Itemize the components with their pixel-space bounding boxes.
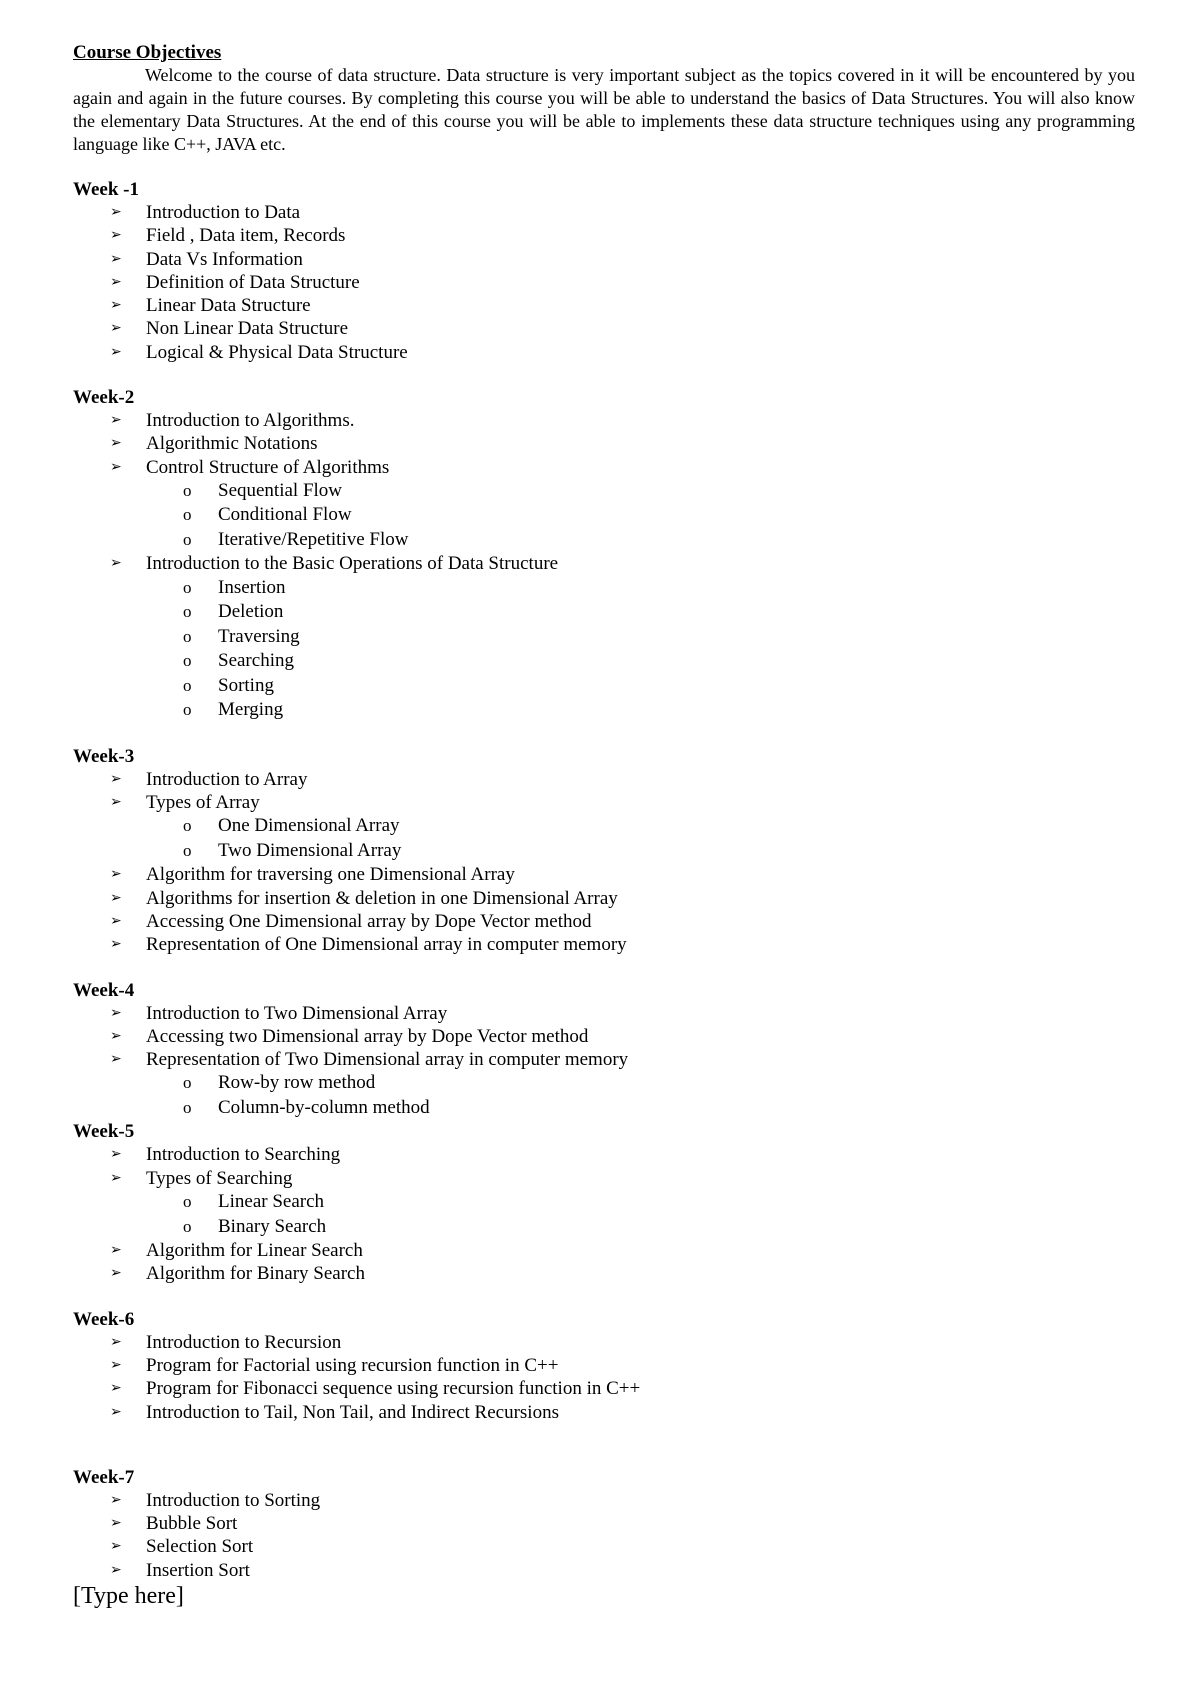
topic-label: Introduction to Array (146, 768, 308, 790)
subtopic-list (146, 576, 1135, 723)
topic-item (73, 1489, 1135, 1512)
subtopic-item (73, 576, 1135, 601)
arrow-bullet-icon: ➢ (110, 1538, 122, 1555)
subtopic-item (73, 839, 1135, 864)
arrow-bullet-icon: ➢ (110, 794, 122, 811)
subtopic-label: Searching (218, 650, 294, 672)
subtopic-item (73, 649, 1135, 674)
week-section (73, 979, 1135, 1121)
subtopic-label: Merging (218, 699, 284, 721)
topic-label: Linear Data Structure (146, 295, 311, 317)
topic-label: Algorithm for traversing one Dimensional Array (146, 864, 515, 886)
topic-list (73, 768, 1135, 957)
circle-bullet-icon: o (183, 840, 192, 860)
topic-item (73, 1002, 1135, 1025)
topic-item (73, 1331, 1135, 1354)
topic-label: Accessing One Dimensional array by Dope Vector method (146, 910, 592, 932)
topic-label: Data Vs Information (146, 248, 303, 270)
arrow-bullet-icon: ➢ (110, 458, 122, 475)
topic-label: Introduction to Searching (146, 1144, 341, 1166)
topic-list (73, 1143, 1135, 1285)
subtopic-label: Binary Search (218, 1215, 327, 1237)
topic-item (73, 1559, 1135, 1582)
topic-item (73, 294, 1135, 317)
subtopic-item (73, 479, 1135, 504)
arrow-bullet-icon: ➢ (110, 1242, 122, 1259)
arrow-bullet-icon: ➢ (110, 1356, 122, 1373)
arrow-bullet-icon: ➢ (110, 889, 122, 906)
topic-label: Control Structure of Algorithms (146, 456, 390, 478)
topic-label: Non Linear Data Structure (146, 318, 349, 340)
topic-label: Logical & Physical Data Structure (146, 341, 408, 363)
arrow-bullet-icon: ➢ (110, 320, 122, 337)
subtopic-item (73, 1215, 1135, 1240)
subtopic-item (73, 1190, 1135, 1215)
subtopic-label: Sorting (218, 674, 274, 696)
arrow-bullet-icon: ➢ (110, 1380, 122, 1397)
subtopic-label: Deletion (218, 601, 284, 623)
arrow-bullet-icon: ➢ (110, 936, 122, 953)
week-heading: Week-4 (73, 979, 135, 1001)
circle-bullet-icon: o (183, 1216, 192, 1236)
arrow-bullet-icon: ➢ (110, 273, 122, 290)
subtopic-label: Linear Search (218, 1191, 325, 1213)
subtopic-item (73, 1096, 1135, 1121)
topic-item (73, 341, 1135, 364)
topic-label: Field , Data item, Records (146, 225, 346, 247)
arrow-bullet-icon: ➢ (110, 770, 122, 787)
topic-item (73, 1167, 1135, 1239)
topic-item (73, 201, 1135, 224)
circle-bullet-icon: o (183, 1097, 192, 1117)
topic-item (73, 887, 1135, 910)
weeks-container (73, 178, 1135, 1582)
arrow-bullet-icon: ➢ (110, 1515, 122, 1532)
topic-label: Introduction to the Basic Operations of Data Structure (146, 553, 559, 575)
subtopic-item (73, 1071, 1135, 1096)
document-page (73, 41, 1135, 1582)
topic-label: Program for Fibonacci sequence using recursion function in C++ (146, 1378, 641, 1400)
subtopic-item (73, 814, 1135, 839)
topic-label: Introduction to Two Dimensional Array (146, 1002, 448, 1024)
topic-item (73, 224, 1135, 247)
subtopic-label: Two Dimensional Array (218, 839, 402, 861)
circle-bullet-icon: o (183, 651, 192, 671)
course-objectives-heading: Course Objectives (73, 42, 222, 63)
topic-label: Representation of Two Dimensional array in computer memory (146, 1049, 629, 1071)
circle-bullet-icon: o (183, 577, 192, 597)
topic-item (73, 1143, 1135, 1166)
topic-item (73, 1239, 1135, 1262)
arrow-bullet-icon: ➢ (110, 1051, 122, 1068)
arrow-bullet-icon: ➢ (110, 435, 122, 452)
topic-item (73, 1401, 1135, 1424)
topic-label: Introduction to Sorting (146, 1489, 321, 1511)
arrow-bullet-icon: ➢ (110, 1169, 122, 1186)
circle-bullet-icon: o (183, 700, 192, 720)
circle-bullet-icon: o (183, 1192, 192, 1212)
topic-item (73, 432, 1135, 455)
subtopic-item (73, 503, 1135, 528)
topic-item (73, 768, 1135, 791)
subtopic-list (146, 479, 1135, 553)
arrow-bullet-icon: ➢ (110, 1333, 122, 1350)
arrow-bullet-icon: ➢ (110, 343, 122, 360)
topic-item (73, 1025, 1135, 1048)
arrow-bullet-icon: ➢ (110, 1265, 122, 1282)
arrow-bullet-icon: ➢ (110, 412, 122, 429)
topic-item (73, 409, 1135, 432)
arrow-bullet-icon: ➢ (110, 227, 122, 244)
subtopic-item (73, 528, 1135, 553)
circle-bullet-icon: o (183, 1073, 192, 1093)
subtopic-label: Traversing (218, 625, 300, 647)
topic-label: Selection Sort (146, 1536, 254, 1558)
subtopic-label: One Dimensional Array (218, 815, 400, 837)
subtopic-label: Row-by row method (218, 1072, 376, 1094)
arrow-bullet-icon: ➢ (110, 297, 122, 314)
topic-item (73, 1048, 1135, 1120)
subtopic-label: Column-by-column method (218, 1096, 430, 1118)
topic-label: Definition of Data Structure (146, 271, 360, 293)
subtopic-label: Insertion (218, 576, 286, 598)
circle-bullet-icon: o (183, 505, 192, 525)
footer-placeholder[interactable]: [Type here] (73, 1583, 184, 1609)
arrow-bullet-icon: ➢ (110, 1403, 122, 1420)
week-section (73, 1466, 1135, 1582)
topic-label: Introduction to Recursion (146, 1331, 342, 1353)
topic-item (73, 552, 1135, 722)
topic-item (73, 933, 1135, 956)
topic-list (73, 1002, 1135, 1121)
topic-label: Insertion Sort (146, 1559, 250, 1581)
topic-label: Accessing two Dimensional array by Dope Vector method (146, 1025, 589, 1047)
week-section (73, 1308, 1135, 1424)
subtopic-label: Sequential Flow (218, 479, 343, 501)
subtopic-item (73, 698, 1135, 723)
week-section (73, 1120, 1135, 1285)
topic-item (73, 1535, 1135, 1558)
topic-label: Bubble Sort (146, 1513, 238, 1535)
subtopic-label: Conditional Flow (218, 504, 352, 526)
subtopic-label: Iterative/Repetitive Flow (218, 528, 409, 550)
topic-label: Representation of One Dimensional array in computer memory (146, 934, 627, 956)
arrow-bullet-icon: ➢ (110, 1561, 122, 1578)
topic-list (73, 409, 1135, 723)
arrow-bullet-icon: ➢ (110, 1146, 122, 1163)
week-section (73, 745, 1135, 957)
arrow-bullet-icon: ➢ (110, 912, 122, 929)
circle-bullet-icon: o (183, 480, 192, 500)
topic-item (73, 248, 1135, 271)
circle-bullet-icon: o (183, 529, 192, 549)
week-section (73, 178, 1135, 364)
topic-item (73, 317, 1135, 340)
topic-label: Types of Searching (146, 1167, 293, 1189)
week-heading: Week-6 (73, 1308, 135, 1330)
week-section (73, 386, 1135, 723)
topic-item (73, 1512, 1135, 1535)
arrow-bullet-icon: ➢ (110, 866, 122, 883)
topic-item (73, 910, 1135, 933)
topic-label: Algorithmic Notations (146, 433, 318, 455)
week-heading: Week-2 (73, 387, 135, 409)
topic-label: Introduction to Tail, Non Tail, and Indirect Recursions (146, 1401, 559, 1423)
topic-item (73, 863, 1135, 886)
topic-item (73, 1377, 1135, 1400)
topic-label: Introduction to Data (146, 202, 301, 223)
topic-label: Algorithms for insertion & deletion in one Dimensional Array (146, 887, 618, 909)
subtopic-item (73, 674, 1135, 699)
week-heading: Week -1 (73, 179, 139, 200)
topic-label: Algorithm for Binary Search (146, 1263, 365, 1285)
topic-item (73, 1262, 1135, 1285)
circle-bullet-icon: o (183, 602, 192, 622)
arrow-bullet-icon: ➢ (110, 204, 122, 220)
topic-list (73, 1489, 1135, 1582)
circle-bullet-icon: o (183, 675, 192, 695)
subtopic-list (146, 814, 1135, 863)
arrow-bullet-icon: ➢ (110, 1491, 122, 1508)
week-heading: Week-7 (73, 1466, 135, 1488)
week-heading: Week-5 (73, 1121, 135, 1143)
topic-list (73, 201, 1135, 364)
subtopic-list (146, 1190, 1135, 1239)
course-intro-paragraph: Welcome to the course of data structure. Data structure is very important subject as the topics covered in it will be encountered by you again and again in the future courses. By completing this course you will be able to understand the basics of Data Structures. You will also know the elementary Data Structures. At the end of this course you will be able to implements these data structure techniques using any programming language like C++, JAVA etc. (73, 65, 1135, 154)
topic-list (73, 1331, 1135, 1424)
arrow-bullet-icon: ➢ (110, 250, 122, 267)
topic-item (73, 456, 1135, 553)
subtopic-item (73, 600, 1135, 625)
topic-label: Introduction to Algorithms. (146, 410, 355, 432)
circle-bullet-icon: o (183, 816, 192, 836)
week-heading: Week-3 (73, 745, 135, 767)
subtopic-list (146, 1071, 1135, 1120)
topic-label: Algorithm for Linear Search (146, 1240, 363, 1262)
topic-item (73, 271, 1135, 294)
arrow-bullet-icon: ➢ (110, 555, 122, 572)
subtopic-item (73, 625, 1135, 650)
topic-label: Program for Factorial using recursion function in C++ (146, 1354, 559, 1376)
arrow-bullet-icon: ➢ (110, 1004, 122, 1021)
circle-bullet-icon: o (183, 626, 192, 646)
topic-label: Types of Array (146, 792, 260, 814)
arrow-bullet-icon: ➢ (110, 1027, 122, 1044)
topic-item (73, 1354, 1135, 1377)
topic-item (73, 791, 1135, 863)
